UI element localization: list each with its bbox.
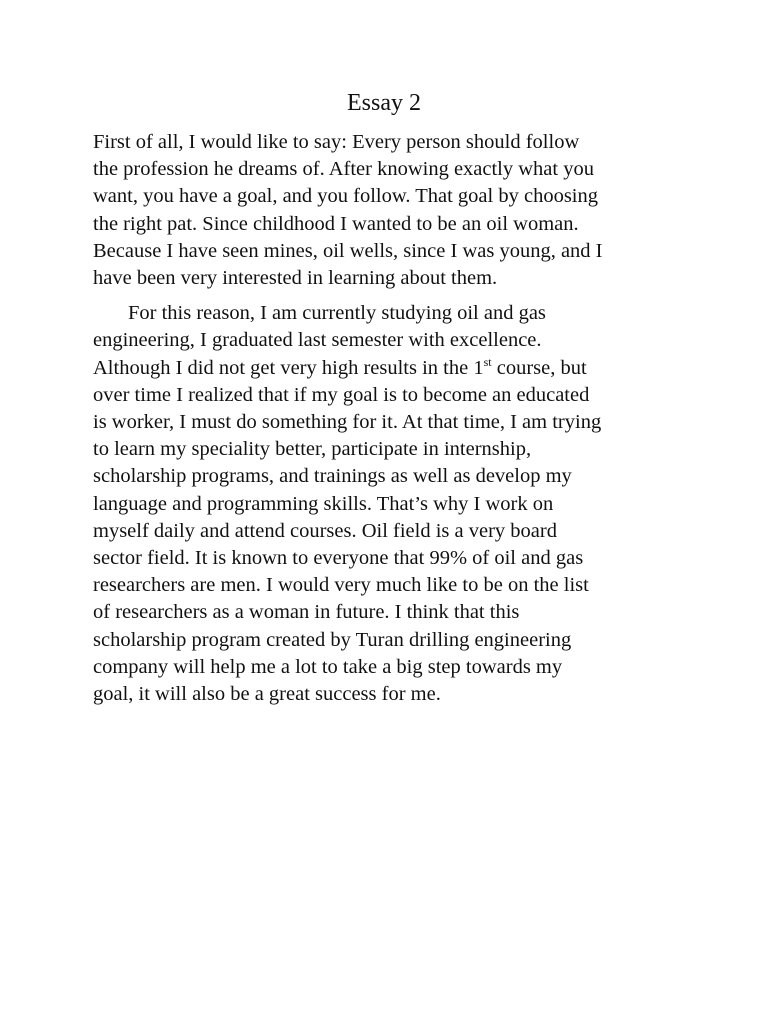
paragraph-1-line: want, you have a goal, and you follow. That goal by choosing	[93, 185, 598, 208]
paragraph-1-line: First of all, I would like to say: Every person should follow	[93, 131, 580, 153]
paragraph-2-line: engineering, I graduated last semester with excellence.	[93, 329, 542, 352]
ordinal-text-before: Although I did not get very high results in the 1	[93, 356, 484, 379]
paragraph-1-line: the profession he dreams of. After knowing exactly what you	[93, 158, 594, 181]
paragraph-1-line: have been very interested in learning about them.	[93, 267, 498, 290]
paragraph-2-line: scholarship programs, and trainings as well as develop my	[93, 465, 572, 488]
paragraph-2-line: researchers are men. I would very much like to be on the list	[93, 574, 589, 597]
paragraph-2-line: company will help me a lot to take a big step towards my	[93, 655, 563, 678]
paragraph-2-line: is worker, I must do something for it. At that time, I am trying	[93, 411, 602, 434]
paragraph-1-line: Because I have seen mines, oil wells, since I was young, and I	[93, 239, 603, 262]
document-title: Essay 2	[347, 90, 421, 116]
paragraph-2-line: to learn my speciality better, participate in internship,	[93, 438, 532, 461]
paragraph-1	[93, 129, 675, 292]
essay-body	[93, 129, 675, 708]
paragraph-2-line: For this reason, I am currently studying oil and gas	[128, 302, 546, 325]
paragraph-2-line: of researchers as a woman in future. I think that this	[93, 601, 520, 624]
paragraph-2-line: over time I realized that if my goal is to become an educated	[93, 383, 590, 406]
paragraph-2	[93, 300, 675, 708]
paragraph-2-line: goal, it will also be a great success for me.	[93, 683, 441, 706]
ordinal-text-after: course, but	[491, 356, 587, 379]
paragraph-2-line: myself daily and attend courses. Oil field is a very board	[93, 519, 557, 542]
paragraph-1-line: the right pat. Since childhood I wanted to be an oil woman.	[93, 212, 579, 235]
ordinal-superscript: st	[483, 354, 492, 369]
paragraph-2-line: scholarship program created by Turan drilling engineering	[93, 628, 572, 651]
paragraph-2-line-with-ordinal	[93, 355, 675, 382]
paragraph-2-line: sector field. It is known to everyone that 99% of oil and gas	[93, 547, 584, 570]
paragraph-2-line: language and programming skills. That’s why I work on	[93, 492, 554, 515]
